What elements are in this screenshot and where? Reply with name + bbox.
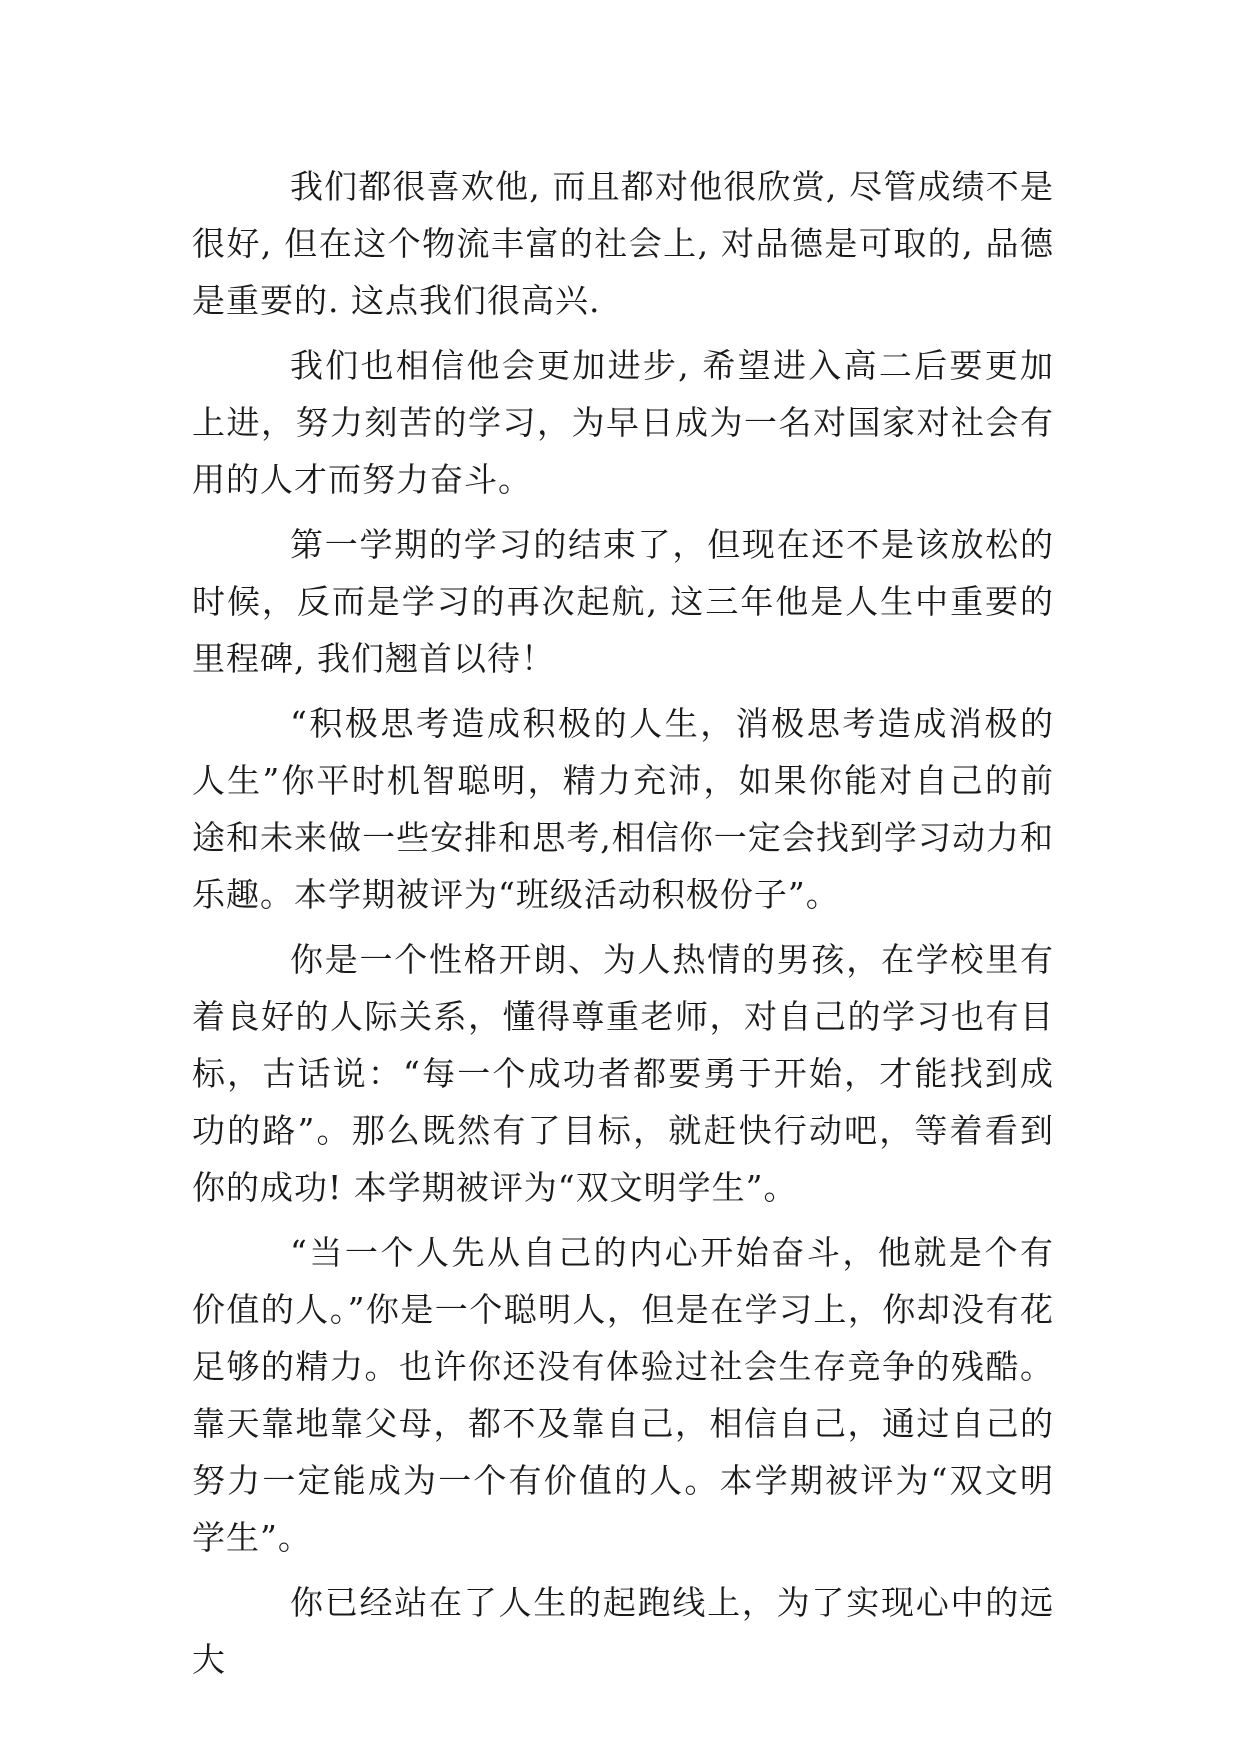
document-body — [192, 158, 1054, 1696]
paragraph-4: “积极思考造成积极的人生，消极思考造成消极的人生”你平时机智聪明，精力充沛，如果你能对自己的前途和未来做一些安排和思考,相信你一定会找到学习动力和乐趣。本学期被评为“班级活动积极份子”。 — [192, 704, 1054, 914]
paragraph-5: 你是一个性格开朗、为人热情的男孩，在学校里有着良好的人际关系，懂得尊重老师，对自己的学习也有目标，古话说：“每一个成功者都要勇于开始，才能找到成功的路”。那么既然有了目标，就赶快行动吧，等着看到你的成功! 本学期被评为“双文明学生”。 — [192, 940, 1054, 1207]
paragraph-1: 我们都很喜欢他, 而且都对他很欣赏, 尽管成绩不是很好, 但在这个物流丰富的社会上, 对品德是可取的, 品德是重要的. 这点我们很高兴. — [192, 167, 1054, 320]
paragraph-7: 你已经站在了人生的起跑线上，为了实现心中的远大 — [192, 1583, 1054, 1679]
paragraph-2: 我们也相信他会更加进步, 希望进入高二后要更加上进，努力刻苦的学习，为早日成为一名对国家对社会有用的人才而努力奋斗。 — [192, 346, 1054, 499]
paragraph-6: “当一个人先从自己的内心开始奋斗，他就是个有价值的人。”你是一个聪明人，但是在学习上，你却没有花足够的精力。也许你还没有体验过社会生存竞争的残酷。靠天靠地靠父母，都不及靠自己，相信自己，通过自己的努力一定能成为一个有价值的人。本学期被评为“双文明学生”。 — [192, 1233, 1054, 1557]
paragraph-3: 第一学期的学习的结束了，但现在还不是该放松的时候，反而是学习的再次起航, 这三年他是人生中重要的里程碑, 我们翘首以待！ — [192, 525, 1054, 678]
